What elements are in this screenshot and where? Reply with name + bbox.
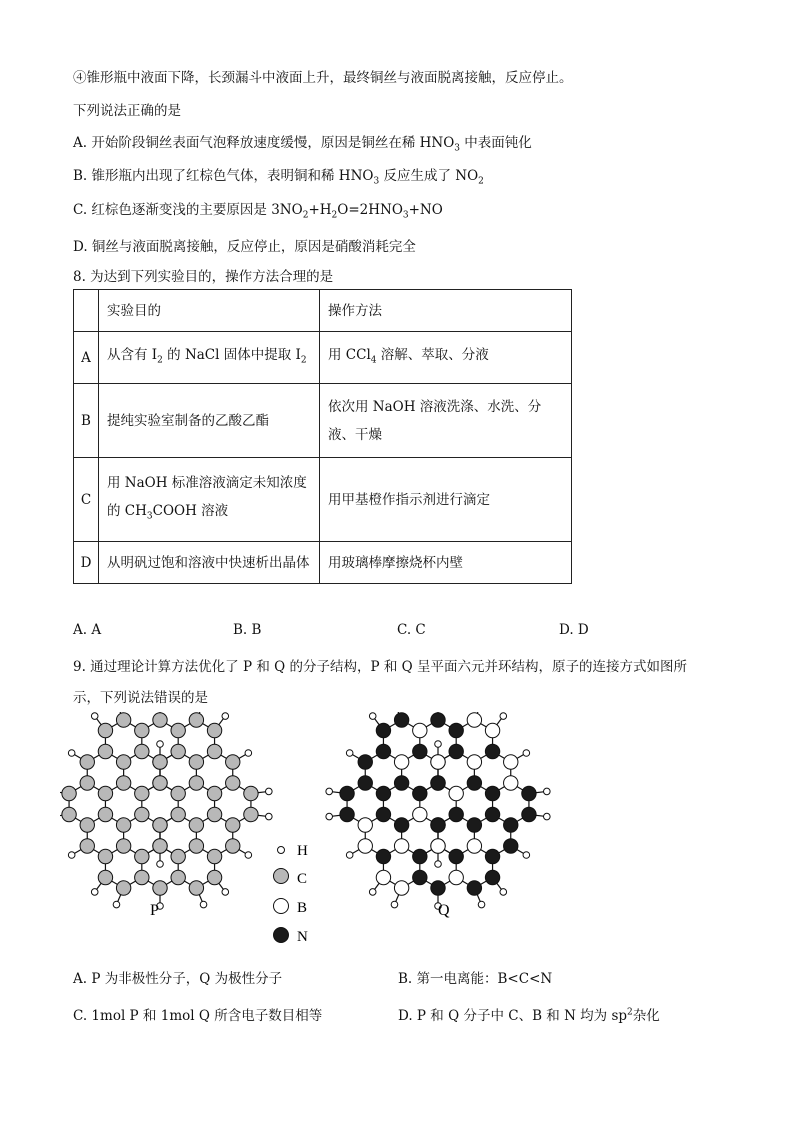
ring-atom	[358, 755, 372, 769]
ring-atom	[116, 818, 130, 832]
row-key: B	[74, 384, 99, 458]
ring-atom	[98, 786, 112, 800]
ring-atom	[394, 881, 408, 895]
hydrogen-atom	[91, 713, 98, 720]
ring-atom	[153, 755, 167, 769]
ring-atom	[153, 881, 167, 895]
ring-atom	[449, 723, 463, 737]
ring-atom	[449, 870, 463, 884]
ring-atom	[431, 755, 445, 769]
ring-atom	[431, 839, 445, 853]
ring-atom	[153, 776, 167, 790]
ring-atom	[431, 881, 445, 895]
ring-atom	[485, 807, 499, 821]
ring-atom	[358, 818, 372, 832]
hydrogen-atom	[523, 750, 530, 757]
label-q: Q	[438, 902, 450, 919]
hydrogen-atom	[91, 889, 98, 896]
ring-atom	[207, 786, 221, 800]
ring-atom	[340, 807, 354, 821]
ring-atom	[98, 870, 112, 884]
legend	[274, 843, 309, 945]
q9-answer-d[interactable]: D. P 和 Q 分子中 C、B 和 N 均为 $sp^2$杂化	[398, 1007, 660, 1024]
ring-atom	[413, 744, 427, 758]
q8-stem: 8. 为达到下列实验目的，操作方法合理的是	[73, 269, 334, 285]
q7-prompt: 下列说法正确的是	[73, 103, 181, 119]
ring-atom	[394, 818, 408, 832]
hydrogen-atom	[157, 741, 164, 748]
ring-atom	[244, 807, 258, 821]
ring-atom	[226, 755, 240, 769]
ring-atom	[485, 744, 499, 758]
ring-atom	[376, 744, 390, 758]
ring-atom	[376, 723, 390, 737]
ring-atom	[504, 818, 518, 832]
q8-table	[73, 289, 572, 584]
hydrogen-atom	[544, 813, 551, 820]
label-p: P	[150, 902, 159, 919]
ring-atom	[413, 807, 427, 821]
molecule-p	[60, 712, 272, 909]
ring-atom	[189, 839, 203, 853]
ring-atom	[135, 744, 149, 758]
ring-atom	[226, 839, 240, 853]
ring-atom	[116, 713, 130, 727]
table-header-row	[74, 290, 572, 332]
ring-atom	[153, 713, 167, 727]
ring-atom	[376, 849, 390, 863]
hydrogen-atom	[266, 813, 273, 820]
q7-option-d: D. 铜丝与液面脱离接触，反应停止，原因是硝酸消耗完全	[73, 239, 416, 255]
ring-atom	[226, 776, 240, 790]
row-key: C	[74, 458, 99, 542]
ring-atom	[376, 870, 390, 884]
hydrogen-atom	[369, 713, 376, 720]
hydrogen-atom	[500, 713, 507, 720]
ring-atom	[467, 755, 481, 769]
row-purpose: 从含有 $I_2$ 的 NaCl 固体中提取 $I_2$	[99, 332, 320, 384]
hydrogen-atom	[68, 852, 75, 859]
hydrogen-atom	[266, 788, 273, 795]
ring-atom	[394, 839, 408, 853]
ring-atom	[226, 818, 240, 832]
ring-atom	[394, 713, 408, 727]
ring-atom	[485, 849, 499, 863]
ring-atom	[207, 849, 221, 863]
ring-atom	[504, 776, 518, 790]
ring-atom	[340, 786, 354, 800]
ring-atom	[376, 786, 390, 800]
ring-atom	[467, 881, 481, 895]
ring-atom	[467, 839, 481, 853]
legend-c-icon	[274, 869, 289, 884]
ring-atom	[153, 839, 167, 853]
row-key: D	[74, 542, 99, 584]
ring-atom	[522, 786, 536, 800]
molecule-q	[326, 712, 550, 909]
row-purpose: 提纯实验室制备的乙酸乙酯	[99, 384, 320, 458]
legend-h-icon	[278, 847, 285, 854]
ring-atom	[116, 776, 130, 790]
ring-atom	[467, 713, 481, 727]
ring-atom	[522, 807, 536, 821]
ring-atom	[80, 818, 94, 832]
ring-atom	[207, 870, 221, 884]
hydrogen-atom	[346, 750, 353, 757]
legend-n-icon	[274, 928, 289, 943]
ring-atom	[413, 786, 427, 800]
q8-answer-a[interactable]: A. A	[73, 622, 102, 638]
q7-option-c: C. 红棕色逐渐变浅的主要原因是 $3NO_2+H_2O=2HNO_3+NO$	[73, 202, 443, 221]
row-method: 用甲基橙作指示剂进行滴定	[320, 458, 572, 542]
hydrogen-atom	[326, 788, 333, 795]
hydrogen-atom	[478, 901, 485, 908]
ring-atom	[358, 776, 372, 790]
q7-option-a: A. 开始阶段铜丝表面气泡释放速度缓慢，原因是铜丝在稀 $HNO_3$ 中表面钝化	[73, 135, 532, 154]
hydrogen-atom	[326, 813, 333, 820]
ring-atom	[358, 839, 372, 853]
ring-atom	[244, 786, 258, 800]
header-purpose: 实验目的	[99, 290, 320, 332]
hydrogen-atom	[157, 861, 164, 868]
ring-atom	[431, 776, 445, 790]
ring-atom	[431, 818, 445, 832]
legend-c-label: C	[297, 871, 308, 887]
ring-atom	[116, 755, 130, 769]
table-row	[74, 458, 572, 542]
hydrogen-atom	[222, 889, 229, 896]
ring-atom	[189, 881, 203, 895]
hydrogen-atom	[523, 852, 530, 859]
hydrogen-atom	[500, 889, 507, 896]
ring-atom	[504, 755, 518, 769]
ring-atom	[98, 744, 112, 758]
hydrogen-atom	[245, 750, 252, 757]
ring-atom	[189, 755, 203, 769]
table-row	[74, 384, 572, 458]
q8-answer-d[interactable]: D. D	[559, 622, 589, 638]
ring-atom	[431, 713, 445, 727]
row-purpose: 从明矾过饱和溶液中快速析出晶体	[99, 542, 320, 584]
hydrogen-atom	[222, 713, 229, 720]
table-row	[74, 542, 572, 584]
ring-atom	[171, 786, 185, 800]
ring-atom	[116, 839, 130, 853]
row-method: 用玻璃棒摩擦烧杯内壁	[320, 542, 572, 584]
q8-answer-b[interactable]: B. B	[233, 622, 262, 638]
hydrogen-atom	[68, 750, 75, 757]
row-purpose: 用 NaOH 标准溶液滴定未知浓度的 $CH_3COOH$ 溶液	[99, 458, 320, 542]
q9-answer-b[interactable]: B. 第一电离能：B<C<N	[398, 971, 553, 987]
ring-atom	[135, 849, 149, 863]
ring-atom	[485, 723, 499, 737]
row-key: A	[74, 332, 99, 384]
q9-molecule-figure	[60, 712, 660, 950]
q9-answer-c[interactable]: C. 1mol P 和 1mol Q 所含电子数目相等	[73, 1008, 323, 1024]
legend-n-label: N	[297, 929, 308, 945]
ring-atom	[485, 870, 499, 884]
ring-atom	[189, 776, 203, 790]
ring-atom	[413, 849, 427, 863]
hydrogen-atom	[200, 901, 207, 908]
hydrogen-atom	[369, 889, 376, 896]
hydrogen-atom	[435, 861, 442, 868]
legend-b-icon	[274, 899, 289, 914]
ring-atom	[62, 807, 76, 821]
ring-atom	[135, 870, 149, 884]
ring-atom	[449, 807, 463, 821]
ring-atom	[80, 776, 94, 790]
ring-atom	[98, 807, 112, 821]
ring-atom	[504, 839, 518, 853]
ring-atom	[413, 870, 427, 884]
ring-atom	[171, 723, 185, 737]
q9-stem-line2: 示，下列说法错误的是	[73, 690, 208, 706]
ring-atom	[116, 881, 130, 895]
ring-atom	[467, 776, 481, 790]
header-method: 操作方法	[320, 290, 572, 332]
ring-atom	[171, 744, 185, 758]
ring-atom	[98, 849, 112, 863]
hydrogen-atom	[346, 852, 353, 859]
table-row	[74, 332, 572, 384]
ring-atom	[171, 807, 185, 821]
ring-atom	[449, 786, 463, 800]
ring-atom	[62, 786, 76, 800]
row-method: 依次用 NaOH 溶液洗涤、水洗、分液、干燥	[320, 384, 572, 458]
ring-atom	[153, 818, 167, 832]
ring-atom	[135, 786, 149, 800]
ring-atom	[467, 818, 481, 832]
hydrogen-atom	[435, 741, 442, 748]
ring-atom	[207, 723, 221, 737]
legend-b-label: B	[297, 900, 308, 916]
ring-atom	[394, 776, 408, 790]
ring-atom	[189, 713, 203, 727]
ring-atom	[394, 755, 408, 769]
ring-atom	[449, 744, 463, 758]
ring-atom	[207, 807, 221, 821]
hydrogen-atom	[544, 788, 551, 795]
ring-atom	[449, 849, 463, 863]
ring-atom	[189, 818, 203, 832]
legend-h-label: H	[297, 843, 308, 859]
hydrogen-atom	[113, 901, 120, 908]
q9-stem-line1: 9. 通过理论计算方法优化了 P 和 Q 的分子结构，P 和 Q 呈平面六元并环结构，原子的连接方式如图所	[73, 659, 688, 675]
ring-atom	[135, 723, 149, 737]
ring-atom	[135, 807, 149, 821]
hydrogen-atom	[245, 852, 252, 859]
ring-atom	[485, 786, 499, 800]
ring-atom	[98, 723, 112, 737]
ring-atom	[207, 744, 221, 758]
ring-atom	[376, 807, 390, 821]
q7-option-b: B. 锥形瓶内出现了红棕色气体，表明铜和稀 $HNO_3$ 反应生成了 $NO_2$	[73, 168, 484, 187]
ring-atom	[80, 839, 94, 853]
q8-answers	[73, 622, 633, 642]
row-method: 用 CCl$_4$ 溶解、萃取、分液	[320, 332, 572, 384]
ring-atom	[171, 849, 185, 863]
q9-answer-a[interactable]: A. P 为非极性分子，Q 为极性分子	[73, 971, 283, 987]
hydrogen-atom	[391, 901, 398, 908]
q8-answer-c[interactable]: C. C	[397, 622, 426, 638]
ring-atom	[171, 870, 185, 884]
q7-step4: ④锥形瓶中液面下降，长颈漏斗中液面上升，最终铜丝与液面脱离接触，反应停止。	[73, 70, 573, 86]
ring-atom	[413, 723, 427, 737]
ring-atom	[80, 755, 94, 769]
